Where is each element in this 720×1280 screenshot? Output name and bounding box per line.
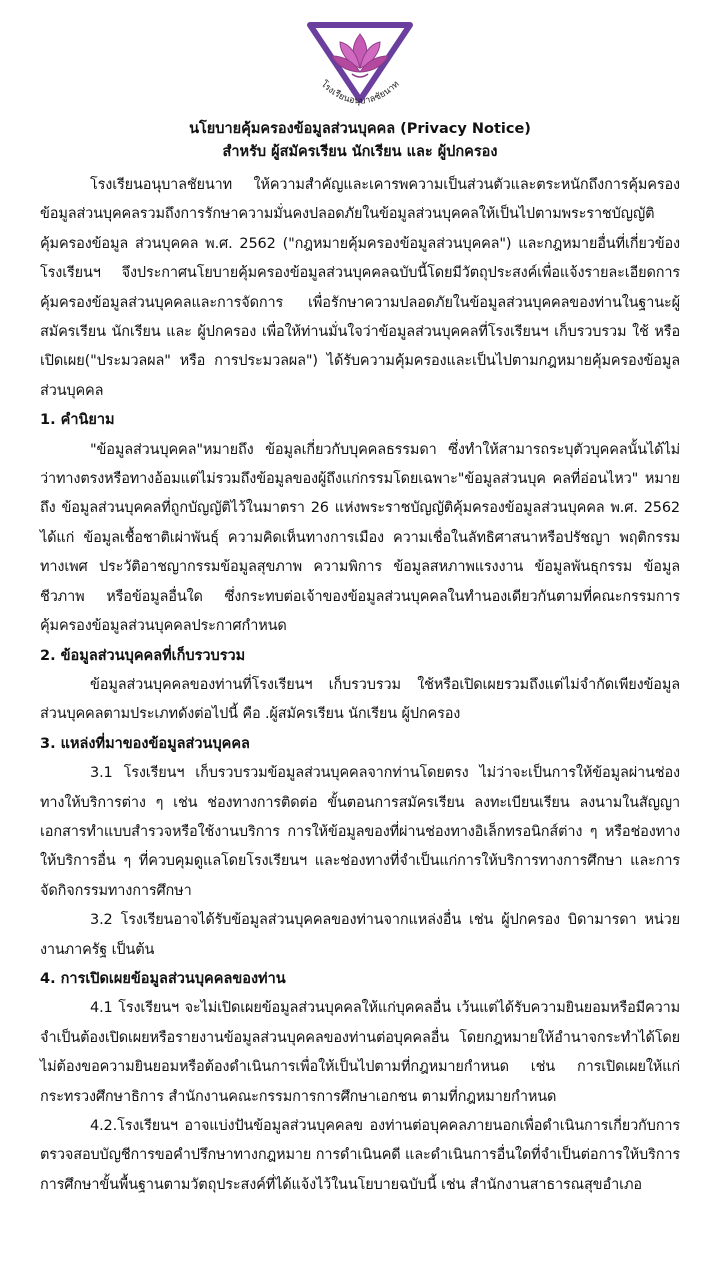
- section-paragraph: ข้อมูลส่วนบุคคลของท่านที่โรงเรียนฯ เก็บรวบรวม ใช้หรือเปิดเผยรวมถึงแต่ไม่จำกัดเพียงข้อมูลส่วนบุคคลตามประเภทดังต่อไปนี้ คือ .ผู้สมัครเรียน นักเรียน ผู้ปกครอง: [40, 676, 680, 723]
- logo-school-name: โรงเรียนอนุบาลชัยนาท: [318, 79, 402, 107]
- document-body: [40, 171, 680, 1200]
- title-block: [0, 118, 720, 164]
- section-heading: 1. คำนิยาม: [40, 412, 115, 429]
- section-heading: 4. การเปิดเผยข้อมูลส่วนบุคคลของท่าน: [40, 970, 286, 987]
- section-collected-data: [40, 642, 680, 730]
- section-data-sources: [40, 730, 680, 965]
- section-paragraph: "ข้อมูลส่วนบุคคล"หมายถึง ข้อมูลเกี่ยวกับบุคคลธรรมดา ซึ่งทำให้สามารถระบุตัวบุคคลนั้นได้ไม่ว่าทางตรงหรือทางอ้อมแต่ไม่รวมถึงข้อมูลของผู้ถึงแก่กรรมโดยเฉพาะ"ข้อมูลส่วนบุค คลที่อ่อนไหว" หมายถึง ข้อมูลส่วนบุคคลที่ถูกบัญญัติไว้ในมาตรา 26 แห่งพระราชบัญญัติคุ้มครองข้อมูลส่วนบุคคล พ.ศ. 2562 ได้แก่ ข้อมูลเชื้อชาติเผ่าพันธุ์ ความคิดเห็นทางการเมือง ความเชื่อในลัทธิศาสนาหรือปรัชญา พฤติกรรมทางเพศ ประวัติอาชญากรรมข้อมูลสุขภาพ ความพิการ ข้อมูลสหภาพแรงงาน ข้อมูลพันธุกรรม ข้อมูลชีวภาพ หรือข้อมูลอื่นใด ซึ่งกระทบต่อเจ้าของข้อมูลส่วนบุคคลในทำนองเดียวกันตามที่คณะกรรมการคุ้มครองข้อมูลส่วนบุคคลประกาศกำหนด: [40, 441, 680, 635]
- page-subtitle: สำหรับ ผู้สมัครเรียน นักเรียน และ ผู้ปกครอง: [222, 144, 498, 160]
- section-heading: 2. ข้อมูลส่วนบุคคลที่เก็บรวบรวม: [40, 647, 246, 664]
- page-title: นโยบายคุ้มครองข้อมูลส่วนบุคคล (Privacy Notice): [189, 121, 531, 137]
- intro-paragraph: โรงเรียนอนุบาลชัยนาท ให้ความสำคัญและเคารพความเป็นส่วนตัวและตระหนักถึงการคุ้มครองข้อมูลส่วนบุคคลรวมถึงการรักษาความมั่นคงปลอดภัยในข้อมูลส่วนบุคคลให้เป็นไปตามพระราชบัญญัติคุ้มครองข้อมูล ส่วนบุคคล พ.ศ. 2562 ("กฎหมายคุ้มครองข้อมูลส่วนบุคคล") และกฎหมายอื่นที่เกี่ยวข้อง โรงเรียนฯ จึงประกาศนโยบายคุ้มครองข้อมูลส่วนบุคคลฉบับนี้โดยมีวัตถุประสงค์เพื่อแจ้งรายละเอียดการคุ้มครองข้อมูลส่วนบุคคลและการจัดการ เพื่อรักษาความปลอดภัยในข้อมูลส่วนบุคคลของท่านในฐานะผู้สมัครเรียน นักเรียน และ ผู้ปกครอง เพื่อให้ท่านมั่นใจว่าข้อมูลส่วนบุคคลที่โรงเรียนฯ เก็บรวบรวม ใช้ หรือเปิดเผย("ประมวลผล" หรือ การประมวลผล") ได้รับความคุ้มครองและเป็นไปตามกฎหมายคุ้มครองข้อมูลส่วนบุคคล: [40, 177, 680, 399]
- section-paragraph: 3.1 โรงเรียนฯ เก็บรวบรวมข้อมูลส่วนบุคคลจากท่านโดยตรง ไม่ว่าจะเป็นการให้ข้อมูลผ่านช่องทางให้บริการต่าง ๆ เช่น ช่องทางการติดต่อ ขั้นตอนการสมัครเรียน ลงทะเบียนเรียน ลงนามในสัญญา เอกสารทำแบบสำรวจหรือใช้งานบริการ การให้ข้อมูลของที่ผ่านช่องทางอิเล็กทรอนิกส์ต่าง ๆ หรือช่องทางให้บริการอื่น ๆ ที่ควบคุมดูแลโดยโรงเรียนฯ และช่องทางที่จำเป็นแก่การให้บริการทางการศึกษา และการจัดกิจกรรมทางการศึกษา: [40, 765, 680, 899]
- section-disclosure: [40, 965, 680, 1200]
- section-paragraph: 4.2.โรงเรียนฯ อาจแบ่งปันข้อมูลส่วนบุคคลข องท่านต่อบุคคลภายนอกเพื่อดำเนินการเกี่ยวกับการตรวจสอบบัญชีการขอคำปรึกษาทางกฎหมาย การดำเนินคดี และดำเนินการอื่นใดที่จำเป็นต่อการให้บริการการศึกษาขั้นพื้นฐานตามวัตถุประสงค์ที่ได้แจ้งไว้ในนโยบายฉบับนี้ เช่น สำนักงานสาธารณสุขอำเภอ: [40, 1118, 680, 1193]
- section-paragraph: 3.2 โรงเรียนอาจได้รับข้อมูลส่วนบุคคลของท่านจากแหล่งอื่น เช่น ผู้ปกครอง บิดามารดา หน่วยงานภาครัฐ เป็นต้น: [40, 912, 680, 958]
- school-logo: [300, 20, 420, 120]
- section-heading: 3. แหล่งที่มาของข้อมูลส่วนบุคคล: [40, 735, 250, 752]
- section-definitions: [40, 406, 680, 641]
- section-paragraph: 4.1 โรงเรียนฯ จะไม่เปิดเผยข้อมูลส่วนบุคคลให้แก่บุคคลอื่น เว้นแต่ได้รับความยินยอมหรือมีความจำเป็นต้องเปิดเผยหรือรายงานข้อมูลส่วนบุคคลของท่านต่อบุคคลอื่น โดยกฎหมายให้อำนาจกระทำได้โดยไม่ต้องขอความยินยอมหรือต้องดำเนินการเพื่อให้เป็นไปตามที่กฎหมายกำหนด เช่น การเปิดเผยให้แก่กระทรวงศึกษาธิการ สำนักงานคณะกรรมการการศึกษาเอกชน ตามที่กฎหมายกำหนด: [40, 1000, 680, 1105]
